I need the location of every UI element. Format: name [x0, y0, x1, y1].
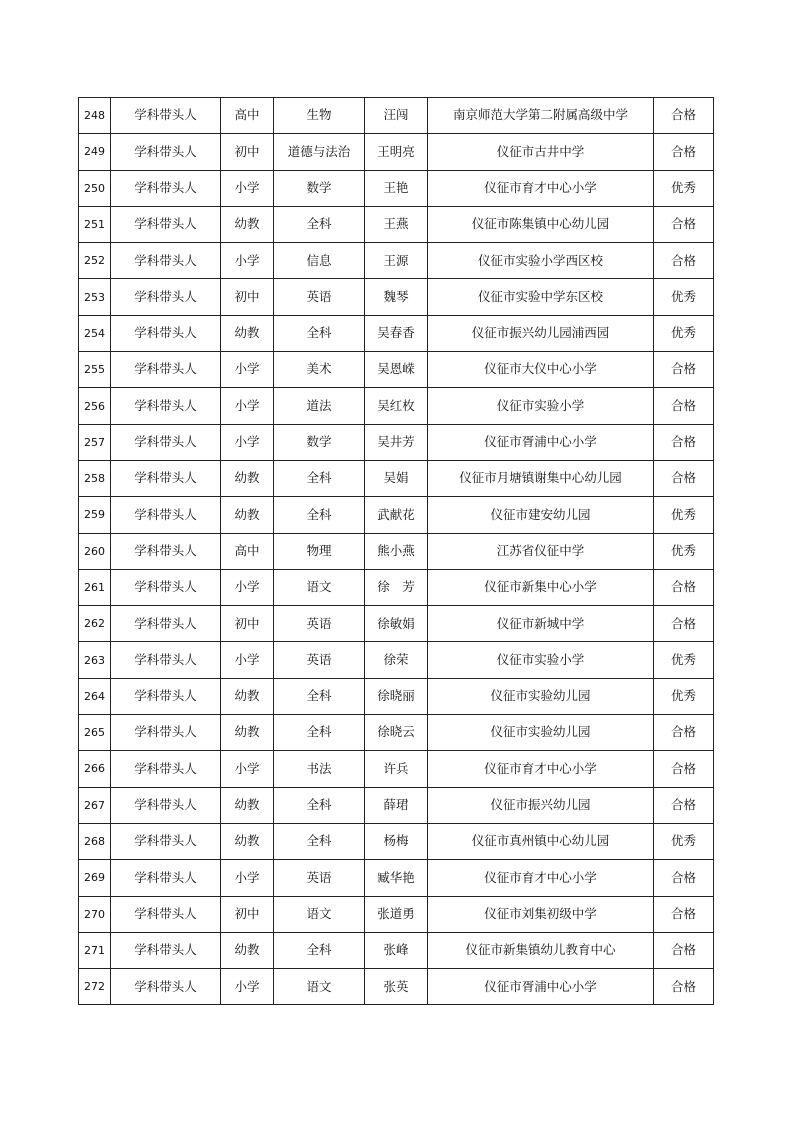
table-row — [79, 606, 714, 642]
roster-table — [78, 97, 714, 1005]
table-row — [79, 823, 714, 859]
school-cell: 仪征市刘集初级中学 — [428, 896, 654, 932]
school-cell: 仪征市胥浦中心小学 — [428, 969, 654, 1005]
title-cell: 学科带头人 — [111, 823, 221, 859]
school-cell: 仪征市实验小学西区校 — [428, 243, 654, 279]
result-cell: 合格 — [654, 460, 714, 496]
row-number-cell: 256 — [79, 388, 111, 424]
school-level-cell: 初中 — [221, 134, 274, 170]
title-cell: 学科带头人 — [111, 424, 221, 460]
result-cell: 优秀 — [654, 823, 714, 859]
title-cell: 学科带头人 — [111, 642, 221, 678]
row-number-cell: 250 — [79, 170, 111, 206]
teacher-name-cell: 吴恩嵘 — [365, 352, 428, 388]
row-number-cell: 258 — [79, 460, 111, 496]
title-cell: 学科带头人 — [111, 715, 221, 751]
title-cell: 学科带头人 — [111, 932, 221, 968]
subject-cell: 全科 — [274, 460, 365, 496]
result-cell: 优秀 — [654, 678, 714, 714]
school-cell: 仪征市新城中学 — [428, 606, 654, 642]
title-cell: 学科带头人 — [111, 206, 221, 242]
school-level-cell: 小学 — [221, 243, 274, 279]
teacher-name-cell: 王明亮 — [365, 134, 428, 170]
school-level-cell: 幼教 — [221, 715, 274, 751]
school-level-cell: 初中 — [221, 279, 274, 315]
teacher-name-cell: 王燕 — [365, 206, 428, 242]
school-cell: 仪征市胥浦中心小学 — [428, 424, 654, 460]
title-cell: 学科带头人 — [111, 460, 221, 496]
subject-cell: 全科 — [274, 678, 365, 714]
teacher-name-cell: 徐晓丽 — [365, 678, 428, 714]
result-cell: 合格 — [654, 352, 714, 388]
title-cell: 学科带头人 — [111, 279, 221, 315]
subject-cell: 英语 — [274, 642, 365, 678]
result-cell: 合格 — [654, 896, 714, 932]
table-row — [79, 860, 714, 896]
school-level-cell: 初中 — [221, 606, 274, 642]
row-number-cell: 248 — [79, 98, 111, 134]
subject-cell: 英语 — [274, 860, 365, 896]
row-number-cell: 270 — [79, 896, 111, 932]
result-cell: 优秀 — [654, 533, 714, 569]
teacher-name-cell: 张峰 — [365, 932, 428, 968]
teacher-name-cell: 吴娟 — [365, 460, 428, 496]
title-cell: 学科带头人 — [111, 787, 221, 823]
result-cell: 合格 — [654, 969, 714, 1005]
row-number-cell: 263 — [79, 642, 111, 678]
title-cell: 学科带头人 — [111, 751, 221, 787]
table-row — [79, 896, 714, 932]
school-level-cell: 高中 — [221, 533, 274, 569]
result-cell: 优秀 — [654, 170, 714, 206]
subject-cell: 书法 — [274, 751, 365, 787]
title-cell: 学科带头人 — [111, 606, 221, 642]
title-cell: 学科带头人 — [111, 678, 221, 714]
school-level-cell: 小学 — [221, 569, 274, 605]
table-row — [79, 533, 714, 569]
school-cell: 南京师范大学第二附属高级中学 — [428, 98, 654, 134]
subject-cell: 语文 — [274, 969, 365, 1005]
row-number-cell: 255 — [79, 352, 111, 388]
table-row — [79, 569, 714, 605]
teacher-name-cell: 薛珺 — [365, 787, 428, 823]
teacher-name-cell: 张英 — [365, 969, 428, 1005]
subject-cell: 全科 — [274, 315, 365, 351]
school-level-cell: 幼教 — [221, 823, 274, 859]
row-number-cell: 271 — [79, 932, 111, 968]
row-number-cell: 269 — [79, 860, 111, 896]
school-cell: 仪征市实验小学 — [428, 642, 654, 678]
table-row — [79, 243, 714, 279]
subject-cell: 语文 — [274, 896, 365, 932]
title-cell: 学科带头人 — [111, 569, 221, 605]
subject-cell: 全科 — [274, 497, 365, 533]
subject-cell: 全科 — [274, 787, 365, 823]
table-row — [79, 388, 714, 424]
teacher-name-cell: 徐敏娟 — [365, 606, 428, 642]
result-cell: 合格 — [654, 98, 714, 134]
result-cell: 合格 — [654, 932, 714, 968]
subject-cell: 全科 — [274, 206, 365, 242]
school-cell: 仪征市真州镇中心幼儿园 — [428, 823, 654, 859]
school-level-cell: 小学 — [221, 352, 274, 388]
subject-cell: 物理 — [274, 533, 365, 569]
school-level-cell: 幼教 — [221, 678, 274, 714]
teacher-name-cell: 武献花 — [365, 497, 428, 533]
table-row — [79, 170, 714, 206]
school-level-cell: 小学 — [221, 642, 274, 678]
subject-cell: 英语 — [274, 279, 365, 315]
table-row — [79, 352, 714, 388]
subject-cell: 生物 — [274, 98, 365, 134]
school-level-cell: 幼教 — [221, 460, 274, 496]
row-number-cell: 266 — [79, 751, 111, 787]
school-cell: 江苏省仪征中学 — [428, 533, 654, 569]
teacher-name-cell: 臧华艳 — [365, 860, 428, 896]
subject-cell: 语文 — [274, 569, 365, 605]
teacher-name-cell: 许兵 — [365, 751, 428, 787]
school-level-cell: 幼教 — [221, 932, 274, 968]
school-level-cell: 幼教 — [221, 315, 274, 351]
result-cell: 优秀 — [654, 315, 714, 351]
school-level-cell: 小学 — [221, 424, 274, 460]
school-cell: 仪征市振兴幼儿园浦西园 — [428, 315, 654, 351]
row-number-cell: 272 — [79, 969, 111, 1005]
table-row — [79, 969, 714, 1005]
title-cell: 学科带头人 — [111, 969, 221, 1005]
result-cell: 合格 — [654, 243, 714, 279]
teacher-name-cell: 王艳 — [365, 170, 428, 206]
school-level-cell: 幼教 — [221, 206, 274, 242]
teacher-name-cell: 吴红枚 — [365, 388, 428, 424]
table-row — [79, 424, 714, 460]
row-number-cell: 267 — [79, 787, 111, 823]
table-row — [79, 787, 714, 823]
teacher-name-cell: 汪闯 — [365, 98, 428, 134]
row-number-cell: 260 — [79, 533, 111, 569]
teacher-name-cell: 魏琴 — [365, 279, 428, 315]
table-row — [79, 715, 714, 751]
teacher-name-cell: 徐晓云 — [365, 715, 428, 751]
school-cell: 仪征市新集中心小学 — [428, 569, 654, 605]
title-cell: 学科带头人 — [111, 533, 221, 569]
row-number-cell: 264 — [79, 678, 111, 714]
school-cell: 仪征市月塘镇谢集中心幼儿园 — [428, 460, 654, 496]
row-number-cell: 262 — [79, 606, 111, 642]
teacher-name-cell: 吴春香 — [365, 315, 428, 351]
teacher-name-cell: 徐 芳 — [365, 569, 428, 605]
title-cell: 学科带头人 — [111, 497, 221, 533]
title-cell: 学科带头人 — [111, 170, 221, 206]
row-number-cell: 268 — [79, 823, 111, 859]
school-level-cell: 高中 — [221, 98, 274, 134]
school-cell: 仪征市新集镇幼儿教育中心 — [428, 932, 654, 968]
school-cell: 仪征市实验小学 — [428, 388, 654, 424]
school-cell: 仪征市陈集镇中心幼儿园 — [428, 206, 654, 242]
table-row — [79, 751, 714, 787]
result-cell: 合格 — [654, 206, 714, 242]
subject-cell: 美术 — [274, 352, 365, 388]
table-row — [79, 642, 714, 678]
table-row — [79, 279, 714, 315]
result-cell: 优秀 — [654, 279, 714, 315]
school-cell: 仪征市实验幼儿园 — [428, 678, 654, 714]
result-cell: 合格 — [654, 715, 714, 751]
row-number-cell: 253 — [79, 279, 111, 315]
result-cell: 优秀 — [654, 642, 714, 678]
school-cell: 仪征市大仪中心小学 — [428, 352, 654, 388]
school-level-cell: 初中 — [221, 896, 274, 932]
title-cell: 学科带头人 — [111, 134, 221, 170]
subject-cell: 全科 — [274, 932, 365, 968]
result-cell: 合格 — [654, 751, 714, 787]
result-cell: 合格 — [654, 606, 714, 642]
table-row — [79, 497, 714, 533]
school-cell: 仪征市古井中学 — [428, 134, 654, 170]
title-cell: 学科带头人 — [111, 352, 221, 388]
row-number-cell: 252 — [79, 243, 111, 279]
title-cell: 学科带头人 — [111, 98, 221, 134]
title-cell: 学科带头人 — [111, 315, 221, 351]
title-cell: 学科带头人 — [111, 388, 221, 424]
result-cell: 合格 — [654, 860, 714, 896]
row-number-cell: 261 — [79, 569, 111, 605]
table-row — [79, 460, 714, 496]
subject-cell: 英语 — [274, 606, 365, 642]
school-cell: 仪征市育才中心小学 — [428, 751, 654, 787]
table-row — [79, 206, 714, 242]
teacher-name-cell: 王源 — [365, 243, 428, 279]
school-cell: 仪征市实验幼儿园 — [428, 715, 654, 751]
result-cell: 合格 — [654, 134, 714, 170]
school-cell: 仪征市振兴幼儿园 — [428, 787, 654, 823]
school-level-cell: 小学 — [221, 388, 274, 424]
row-number-cell: 265 — [79, 715, 111, 751]
school-level-cell: 小学 — [221, 860, 274, 896]
row-number-cell: 249 — [79, 134, 111, 170]
school-level-cell: 幼教 — [221, 787, 274, 823]
subject-cell: 道法 — [274, 388, 365, 424]
title-cell: 学科带头人 — [111, 243, 221, 279]
subject-cell: 道德与法治 — [274, 134, 365, 170]
result-cell: 优秀 — [654, 497, 714, 533]
subject-cell: 数学 — [274, 424, 365, 460]
subject-cell: 全科 — [274, 715, 365, 751]
result-cell: 合格 — [654, 569, 714, 605]
row-number-cell: 257 — [79, 424, 111, 460]
table-row — [79, 315, 714, 351]
teacher-name-cell: 杨梅 — [365, 823, 428, 859]
school-level-cell: 小学 — [221, 751, 274, 787]
subject-cell: 信息 — [274, 243, 365, 279]
teacher-name-cell: 张道勇 — [365, 896, 428, 932]
school-cell: 仪征市育才中心小学 — [428, 860, 654, 896]
row-number-cell: 254 — [79, 315, 111, 351]
school-cell: 仪征市育才中心小学 — [428, 170, 654, 206]
school-level-cell: 小学 — [221, 969, 274, 1005]
roster-table-body — [79, 98, 714, 1005]
title-cell: 学科带头人 — [111, 860, 221, 896]
school-level-cell: 幼教 — [221, 497, 274, 533]
result-cell: 合格 — [654, 787, 714, 823]
result-cell: 合格 — [654, 424, 714, 460]
subject-cell: 全科 — [274, 823, 365, 859]
subject-cell: 数学 — [274, 170, 365, 206]
school-level-cell: 小学 — [221, 170, 274, 206]
table-row — [79, 678, 714, 714]
title-cell: 学科带头人 — [111, 896, 221, 932]
row-number-cell: 259 — [79, 497, 111, 533]
table-row — [79, 932, 714, 968]
teacher-name-cell: 熊小燕 — [365, 533, 428, 569]
school-cell: 仪征市建安幼儿园 — [428, 497, 654, 533]
row-number-cell: 251 — [79, 206, 111, 242]
teacher-name-cell: 徐荣 — [365, 642, 428, 678]
result-cell: 合格 — [654, 388, 714, 424]
school-cell: 仪征市实验中学东区校 — [428, 279, 654, 315]
table-row — [79, 134, 714, 170]
teacher-name-cell: 吴井芳 — [365, 424, 428, 460]
table-row — [79, 98, 714, 134]
